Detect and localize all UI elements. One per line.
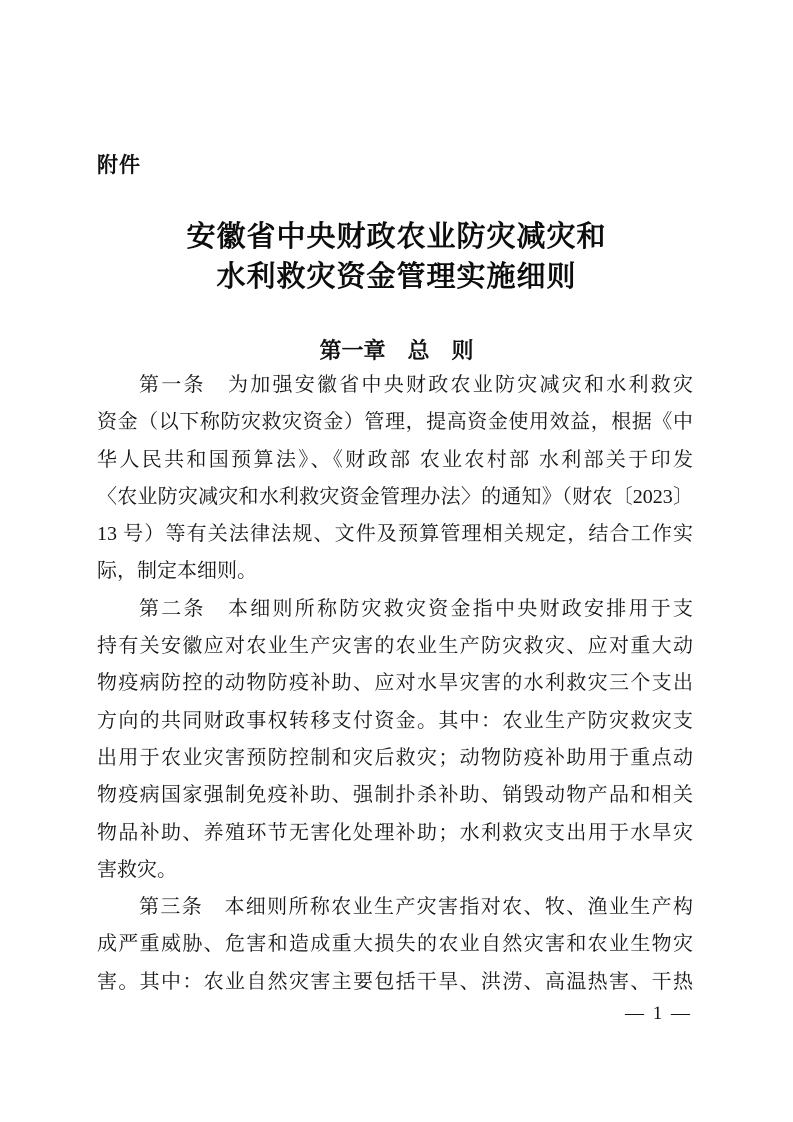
document-body	[97, 367, 693, 1001]
text-line: 方向的共同财政事权转移支付资金。其中：农业生产防灾救灾支	[97, 709, 693, 732]
text-line: 持有关安徽应对农业生产灾害的农业生产防灾救灾、应对重大动	[97, 635, 693, 658]
text-line: 第二条 本细则所称防灾救灾资金指中央财政安排用于支	[139, 597, 693, 620]
text-line: 物疫病防控的动物防疫补助、应对水旱灾害的水利救灾三个支出	[97, 672, 693, 695]
document-title-line-1: 安徽省中央财政农业防灾减灾和	[186, 221, 607, 253]
paragraph	[97, 591, 693, 889]
text-line: 出用于农业灾害预防控制和灾后救灾；动物防疫补助用于重点动	[97, 746, 693, 769]
text-line: 际，制定本细则。	[97, 560, 257, 583]
text-line: 第一条 为加强安徽省中央财政农业防灾减灾和水利救灾	[139, 374, 693, 396]
attachment-label: 附件	[97, 154, 141, 177]
page-number: — 1 —	[625, 1003, 692, 1024]
text-line: 第三条 本细则所称农业生产灾害指对农、牧、渔业生产构	[139, 896, 693, 919]
document-title-line-2: 水利救灾资金管理实施细则	[216, 261, 577, 293]
paragraph	[97, 889, 693, 1001]
text-line: 〈农业防灾减灾和水利救灾资金管理办法〉的通知》（财农〔2023〕	[97, 485, 693, 508]
text-line: 成严重威胁、危害和造成重大损失的农业自然灾害和农业生物灾	[97, 933, 693, 956]
text-line: 物疫病国家强制免疫补助、强制扑杀补助、销毁动物产品和相关	[97, 784, 693, 807]
text-line: 资金（以下称防灾救灾资金）管理，提高资金使用效益，根据《中	[97, 411, 693, 434]
text-line: 物品补助、养殖环节无害化处理补助；水利救灾支出用于水旱灾	[97, 821, 693, 844]
text-line: 害救灾。	[97, 858, 177, 881]
text-line: 华人民共和国预算法》、《财政部 农业农村部 水利部关于印发	[97, 448, 693, 471]
chapter-heading: 第一章 总 则	[319, 338, 474, 363]
document-title	[0, 217, 793, 297]
text-line: 害。其中：农业自然灾害主要包括干旱、洪涝、高温热害、干热	[97, 970, 693, 993]
text-line: 13 号）等有关法律法规、文件及预算管理相关规定，结合工作实	[97, 523, 693, 546]
paragraph	[97, 367, 693, 591]
